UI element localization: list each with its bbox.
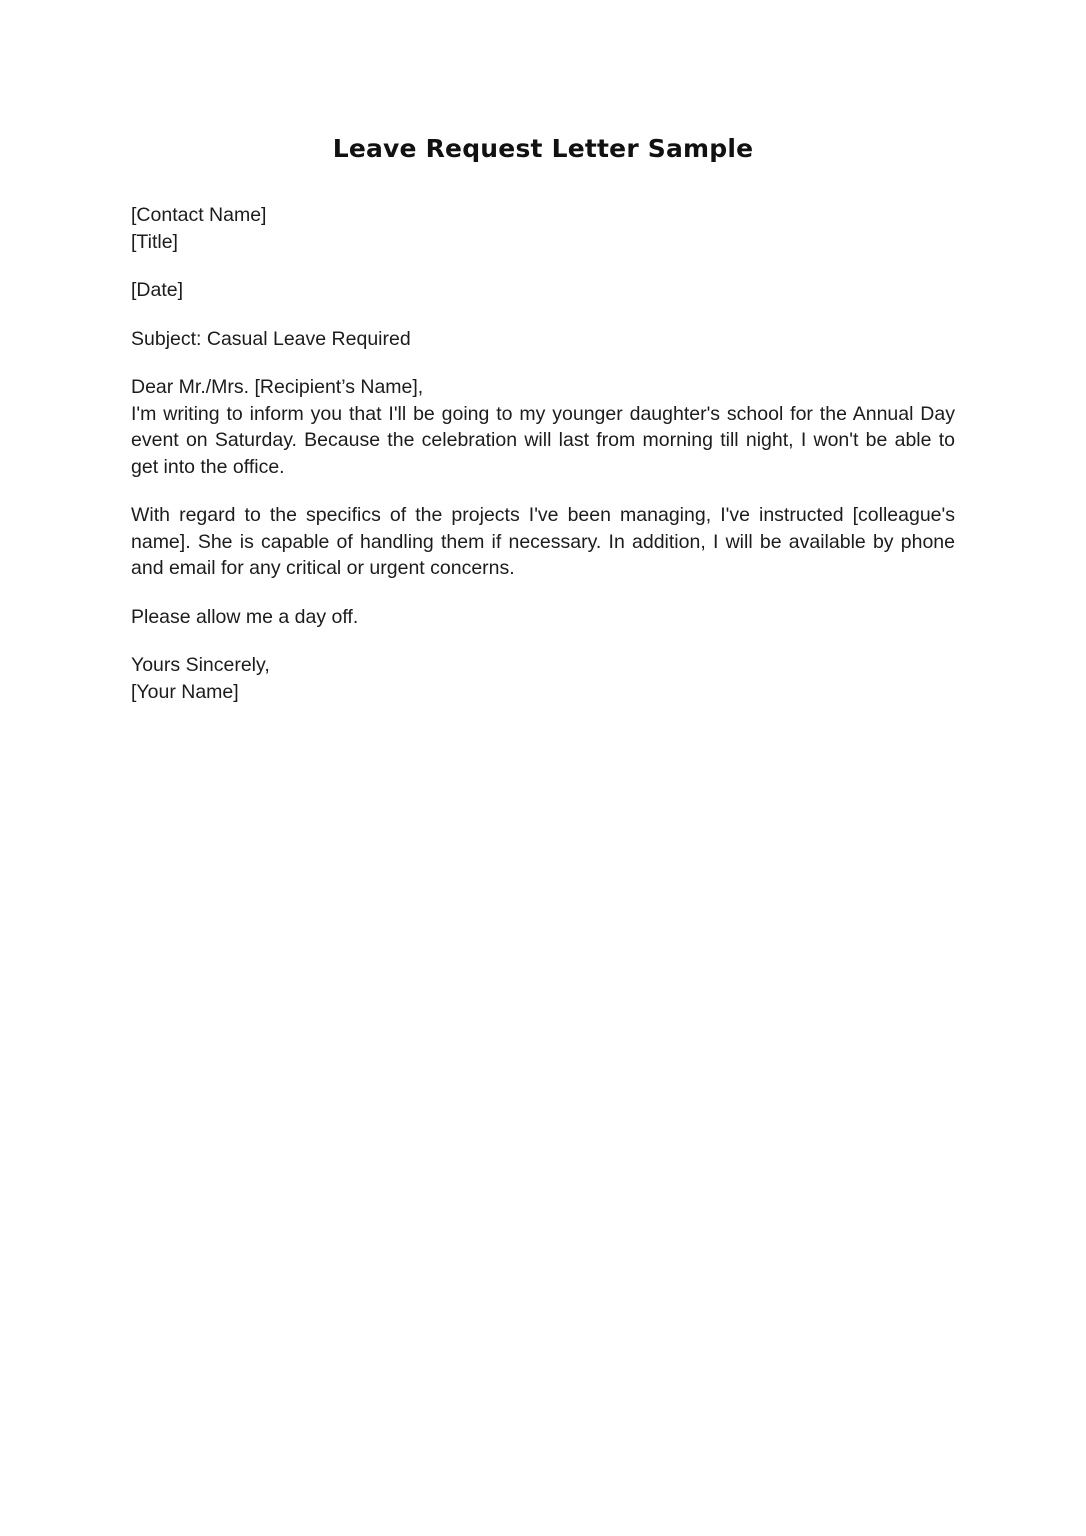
spacer bbox=[131, 582, 955, 604]
salutation: Dear Mr./Mrs. [Recipient’s Name], bbox=[131, 376, 424, 398]
spacer bbox=[131, 630, 955, 652]
paragraph-intro: I'm writing to inform you that I'll be going to my younger daughter's school for the Annual Day event on Saturday. Because the celebration will last from morning till night, I won't be able to get into the office. bbox=[131, 402, 955, 478]
paragraph-handover: With regard to the specifics of the projects I've been managing, I've instructed [colleague's name]. She is capable of handling them if necessary. In addition, I will be available by phone and email for any critical or urgent concerns. bbox=[131, 504, 955, 579]
contact-name: [Contact Name] bbox=[131, 204, 267, 226]
signature: [Your Name] bbox=[131, 680, 239, 703]
contact-title: [Title] bbox=[131, 230, 178, 253]
spacer bbox=[131, 480, 955, 502]
spacer bbox=[131, 255, 955, 277]
paragraph-request: Please allow me a day off. bbox=[131, 605, 359, 628]
closing: Yours Sincerely, bbox=[131, 654, 270, 676]
spacer bbox=[131, 304, 955, 326]
spacer bbox=[131, 352, 955, 374]
letter-subject: Subject: Casual Leave Required bbox=[131, 327, 411, 350]
page-title: Leave Request Letter Sample bbox=[332, 134, 754, 163]
letter-body bbox=[131, 202, 955, 705]
letter-date: [Date] bbox=[131, 279, 184, 301]
